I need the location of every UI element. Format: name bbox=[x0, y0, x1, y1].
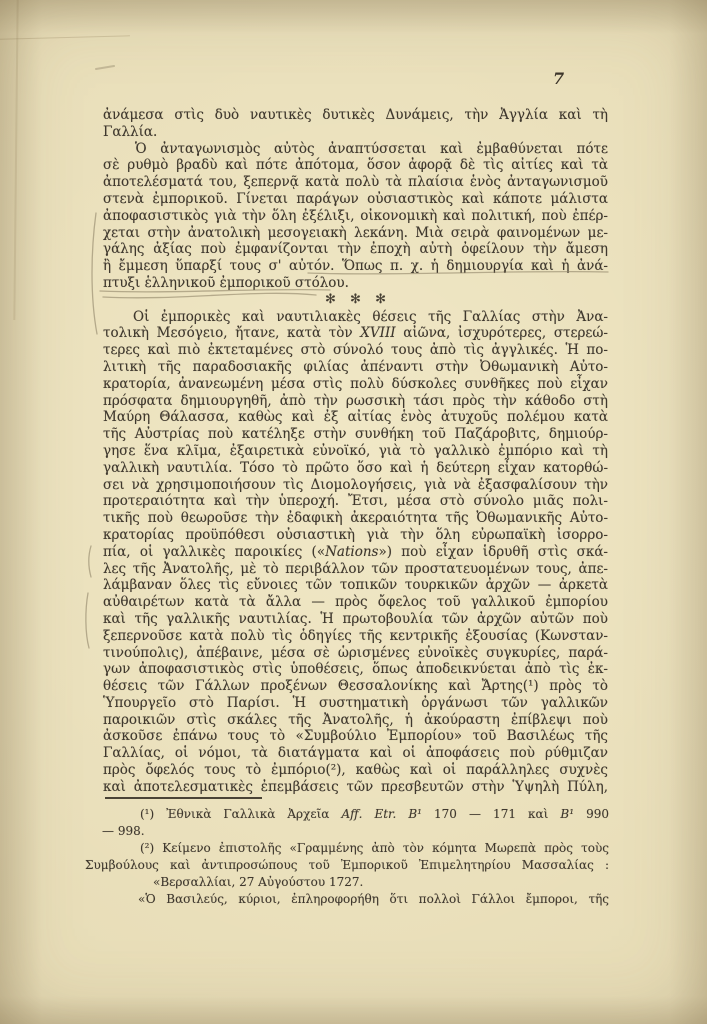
footnote-line: (²) Κείμενο ἐπιστολῆς «Γραμμένης ἀπὸ τὸν κόμητα Μωρεπὰ πρὸς τοὺς bbox=[140, 840, 609, 855]
text-line: κρατορίας προϋπόθεσι οὐσιαστικὴ γιὰ τὴν ὅλη εὐρωπαϊκὴ ἰσορρο- bbox=[103, 526, 608, 543]
text-line: θέσεις τῶν Γάλλων προξένων Θεσσαλονίκης καὶ Ἄρτης(¹) πρὸς τὸ bbox=[103, 678, 608, 695]
text-line: τινούπολις), ἀπέβαινε, μέσα σὲ ὡρισμένες εὐνοϊκὲς συγκυρίες, παρά- bbox=[103, 644, 608, 661]
text-line: σὲ ρυθμὸ βραδὺ καὶ πότε ἀπότομα, ὅσον ἀφορᾷ δὲ τὶς αἰτίες καὶ τὰ bbox=[103, 157, 608, 174]
text-line: τῆς Αὐστρίας ποὺ κατέληξε στὴν συνθήκη τοῦ Παζάροβιτς, δημιούρ- bbox=[103, 426, 608, 443]
text-line: γαλλικὴ ναυτιλία. Τόσο τὸ πρῶτο ὅσο καὶ ἡ δεύτερη εἶχαν κατορθώ- bbox=[103, 459, 608, 476]
text-line: τικῆς ποὺ θεωροῦσε τὴν ἐδαφικὴ ἀκεραιότητα τῆς Ὀθωμανικῆς Αὐτο- bbox=[103, 510, 608, 527]
pencil-margin-line-2 bbox=[89, 546, 91, 577]
text-block bbox=[103, 107, 608, 796]
text-line: σει νὰ χρησιμοποιήσουν τὶς Διομολογήσεις, γιὰ νὰ ἐξασφαλίσουν τὴν bbox=[103, 476, 608, 493]
text-line: λιτικὴ τῆς παραδοσιακῆς φιλίας ἀπέναντι στὴν Ὀθωμανικὴ Αὐτο- bbox=[103, 358, 608, 375]
text-line: λες τῆς Ἀνατολῆς, μὲ τὸ περιβάλλον τῶν προστατευομένων τους, ἀπε- bbox=[103, 560, 608, 577]
text-line: γάλης ἀξίας ποὺ ἐμφανίζονται τὴν ἐποχὴ αὐτὴ ὀφείλουν τὴν ἄμεση bbox=[103, 241, 608, 258]
section-separator: ✻ ✻ ✻ bbox=[325, 291, 391, 307]
text-line: παροικιῶν στὶς σκάλες τῆς Ἀνατολῆς, ἡ ἀκούραστη ἐπίβλεψι ποὺ bbox=[103, 711, 608, 728]
text-line: πία, οἱ γαλλικὲς παροικίες («Nations») ποὺ εἶχαν ἱδρυθῆ στὶς σκά- bbox=[103, 543, 608, 560]
text-line: Γαλλία. bbox=[103, 123, 158, 140]
text-line: ἀνάμεσα στὶς δυὸ ναυτικὲς δυτικὲς Δυνάμεις, τὴν Ἀγγλία καὶ τὴ bbox=[103, 107, 608, 123]
page-number: 7 bbox=[553, 69, 566, 88]
text-line: Ὑπουργεῖο στὸ Παρίσι. Ἡ συστηματικὴ ὀργάνωσι τῶν γαλλικῶν bbox=[103, 694, 608, 711]
text-line: καὶ τῆς γαλλικῆς ναυτιλίας. Ἡ πρωτοβουλία τῶν ἀρχῶν αὐτῶν ποὺ bbox=[103, 610, 608, 627]
text-line: ξεπερνοῦσε κατὰ πολὺ τὶς ὁδηγίες τῆς κεντρικῆς ἐξουσίας (Κωνσταν- bbox=[103, 627, 608, 644]
text-line: ἀσκοῦσε ἐπάνω τους τὸ «Συμβούλιο Ἐμπορίου» τοῦ Βασιλέως τῆς bbox=[103, 728, 608, 745]
text-line: Ὁ ἀνταγωνισμὸς αὐτὸς ἀναπτύσσεται καὶ ἐμβαθύνεται πότε bbox=[135, 140, 608, 157]
text-line: καὶ ἀποτελεσματικὲς ἐπεμβάσεις τῶν πρεσβευτῶν στὴν Ὑψηλὴ Πύλη, bbox=[103, 778, 608, 795]
text-line: γων ἀποφασιστικὸς στὶς ὑποθέσεις, ὅπως ἀποδεικνύεται ἀπὸ τὶς ἐκ- bbox=[103, 661, 608, 678]
footnote-line: — 998. bbox=[102, 823, 145, 838]
text-line: λάμβαναν ὅλες τὶς εὔνοιες τῶν τοπικῶν τουρκικῶν ἀρχῶν — ἀρκετὰ bbox=[103, 577, 608, 594]
text-line: γησε ἕνα κλῖμα, ἐξαιρετικὰ εὐνοϊκό, γιὰ τὸ γαλλικὸ ἐμπόριο καὶ τὴ bbox=[103, 442, 608, 459]
footnote-line: Συμβούλους καὶ ἀντιπροσώπους τοῦ Ἐμπορικοῦ Ἐπιμελητηρίου Μασσαλίας : bbox=[85, 857, 609, 872]
text-line: πρόσφατα δημιουργηθῆ, ἀπὸ τὴν ρωσσικὴ τάσι πρὸς τὴν κάθοδο στὴ bbox=[103, 392, 608, 409]
text-line: πρὸς ὄφελός τους τὸ ἐμπόριο(²), καθὼς καὶ οἱ παράλληλες συχνὲς bbox=[103, 762, 608, 779]
paper-crease-left bbox=[13, 0, 18, 320]
text-line: κρατορία, ἀνανεωμένη μέσα στὶς πολὺ δύσκολες συνθῆκες ποὺ εἶχαν bbox=[103, 375, 608, 392]
text-line: πτυξι ἑλληνικοῦ ἐμπορικοῦ στόλου. bbox=[103, 274, 349, 291]
text-line: στενὰ ἐμπορικοῦ. Γίνεται παράγων οὐσιαστικὸς καὶ κάποτε μάλιστα bbox=[103, 190, 608, 207]
text-line: χεται στὴν ἀνατολικὴ μεσογειακὴ λεκάνη. Μιὰ σειρὰ φαινομένων με- bbox=[103, 224, 608, 241]
text-line: τολικὴ Μεσόγειο, ἤτανε, κατὰ τὸν XVIII αἰῶνα, ἰσχυρότερες, στερεώ- bbox=[103, 325, 608, 342]
text-line: προτεραιότητα καὶ τὴν ὑπεροχή. Ἔτσι, μέσα στὸ σύνολο μιᾶς πολι- bbox=[103, 493, 608, 510]
text-line: ἀποφασιστικὸς γιὰ τὴν ὅλη ἐξέλιξι, οἰκονομικὴ καὶ πολιτική, ποὺ ἐπέρ- bbox=[103, 207, 608, 224]
paper-crease-top bbox=[0, 35, 130, 39]
footnote-line: «Ὁ Βασιλεύς, κύριοι, ἐπληροφορήθη ὅτι πολλοὶ Γάλλοι ἔμποροι, τῆς bbox=[138, 891, 609, 906]
footnotes-block bbox=[85, 806, 609, 907]
text-line: Γαλλίας, οἱ νόμοι, τὰ διατάγματα καὶ οἱ ἀποφάσεις ποὺ ρύθμιζαν bbox=[103, 745, 608, 762]
footnote-line: (¹) Ἐθνικὰ Γαλλικὰ Ἀρχεῖα Aff. Etr. B¹ 170 — 171 καὶ B¹ 990 bbox=[140, 807, 609, 821]
pencil-dash-top-left bbox=[96, 66, 114, 69]
pencil-margin-line-1 bbox=[92, 213, 97, 334]
text-line: αὐθαιρέτων κατὰ τὰ ἄλλα — πρὸς ὄφελος τοῦ γαλλικοῦ ἐμπορίου bbox=[103, 594, 608, 611]
text-line: Οἱ ἐμπορικὲς καὶ ναυτιλιακὲς θέσεις τῆς Γαλλίας στὴν Ἀνα- bbox=[133, 308, 608, 325]
text-line: Μαύρη Θάλασσα, καθὼς καὶ ἐξ αἰτίας ἑνὸς ἀτυχοῦς πολέμου κατὰ bbox=[103, 409, 608, 426]
text-line: ἢ ἔμμεση ὕπαρξί τους σ' αὐτόν. Ὅπως π. χ. ἡ δημιουργία καὶ ἡ ἀνά- bbox=[103, 258, 608, 275]
footnote-line: «Βερσαλλίαι, 27 Αὐγούστου 1727. bbox=[153, 874, 364, 889]
text-line: τερες καὶ πιὸ ἐκτεταμένες στὸ σύνολό τους ἀπὸ τὶς ἀγγλικές. Ἡ πο- bbox=[103, 342, 608, 359]
footnote-rule bbox=[105, 797, 262, 799]
pencil-margin-line-3 bbox=[86, 593, 89, 648]
text-line: ἀποτελέσματά του, ξεπερνᾷ κατὰ πολὺ τὰ πλαίσια ἑνὸς ἀνταγωνισμοῦ bbox=[103, 174, 608, 191]
